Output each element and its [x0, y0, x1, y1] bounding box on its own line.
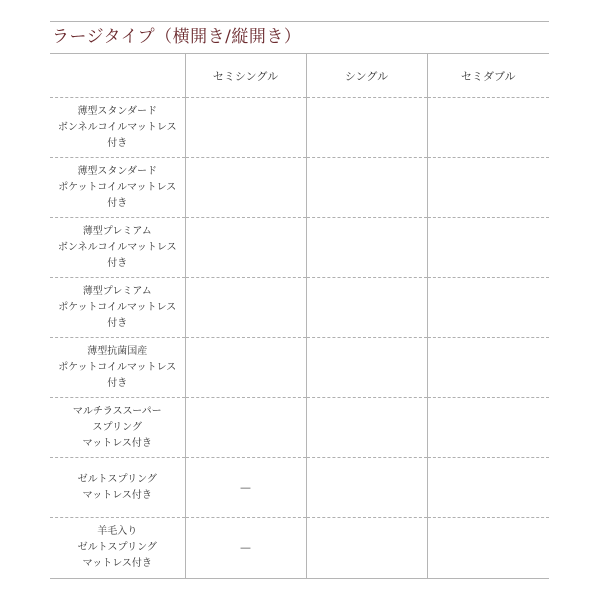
- size-availability-table: [50, 54, 549, 579]
- table-cell: [427, 98, 549, 158]
- row-label: [50, 218, 185, 278]
- row-label-line: マットレス付き: [82, 437, 152, 449]
- table-cell: [306, 518, 427, 579]
- table-cell: [185, 398, 306, 458]
- row-label-line: ゼルトスプリング: [77, 542, 157, 553]
- header-empty: [50, 54, 185, 98]
- row-label: [50, 278, 185, 338]
- row-label-line: スプリング: [92, 421, 142, 433]
- table-cell: [185, 218, 306, 278]
- table-cell: [306, 218, 427, 278]
- table-cell: [306, 158, 427, 218]
- table-cell: [427, 158, 549, 218]
- section-title: ラージタイプ（横開き/縦開き）: [52, 27, 302, 47]
- header-row: [50, 54, 549, 98]
- table-cell: [185, 98, 306, 158]
- table-cell: [427, 338, 549, 398]
- row-label: [50, 158, 185, 218]
- row-label-line: マットレス付き: [82, 558, 152, 569]
- table-cell: [306, 338, 427, 398]
- row-label: [50, 518, 185, 579]
- header-single: シングル: [306, 54, 427, 98]
- table-cell: [306, 458, 427, 518]
- row-label-line: ポケットコイルマットレス: [58, 181, 177, 193]
- row-label-line: 薄型スタンダード: [77, 105, 158, 117]
- row-label-line: 付き: [107, 197, 128, 209]
- header-semi-double: セミダブル: [427, 54, 549, 98]
- table-row: [50, 338, 549, 398]
- row-label-line: 薄型プレミアム: [82, 225, 152, 237]
- table-cell: [306, 398, 427, 458]
- table-cell: [427, 398, 549, 458]
- table-cell: [185, 278, 306, 338]
- row-label-line: 羊毛入り: [97, 526, 138, 537]
- size-table-section: [50, 21, 549, 579]
- row-label-line: 薄型スタンダード: [77, 165, 158, 177]
- table-cell: —: [185, 518, 306, 579]
- table-row: [50, 278, 549, 338]
- row-label-line: 薄型プレミアム: [82, 285, 152, 297]
- table-row: [50, 518, 549, 579]
- row-label-line: ボンネルコイルマットレス: [57, 241, 177, 253]
- row-label-line: マルチラススーパー: [72, 405, 162, 417]
- row-label-line: ゼルトスプリング: [77, 473, 157, 485]
- table-row: [50, 158, 549, 218]
- table-row: [50, 218, 549, 278]
- row-label: [50, 458, 185, 518]
- table-cell: [306, 98, 427, 158]
- table-row: [50, 458, 549, 518]
- row-label: [50, 398, 185, 458]
- table-cell: —: [185, 458, 306, 518]
- row-label-line: ポケットコイルマットレス: [58, 301, 177, 313]
- table-cell: [427, 278, 549, 338]
- table-row: [50, 398, 549, 458]
- row-label-line: 付き: [107, 257, 128, 269]
- row-label: [50, 338, 185, 398]
- header-semi-single: セミシングル: [185, 54, 306, 98]
- table-cell: [185, 158, 306, 218]
- row-label-line: 付き: [107, 137, 128, 149]
- table-cell: [427, 518, 549, 579]
- table-cell: [185, 338, 306, 398]
- table-cell: [427, 458, 549, 518]
- table-cell: [427, 218, 549, 278]
- row-label: [50, 98, 185, 158]
- table-row: [50, 98, 549, 158]
- row-label-line: 付き: [107, 317, 128, 329]
- row-label-line: 付き: [107, 377, 128, 389]
- row-label-line: 薄型抗菌国産: [87, 345, 148, 357]
- row-label-line: ボンネルコイルマットレス: [57, 121, 177, 133]
- row-label-line: マットレス付き: [82, 489, 152, 501]
- row-label-line: ポケットコイルマットレス: [58, 361, 177, 373]
- table-cell: [306, 278, 427, 338]
